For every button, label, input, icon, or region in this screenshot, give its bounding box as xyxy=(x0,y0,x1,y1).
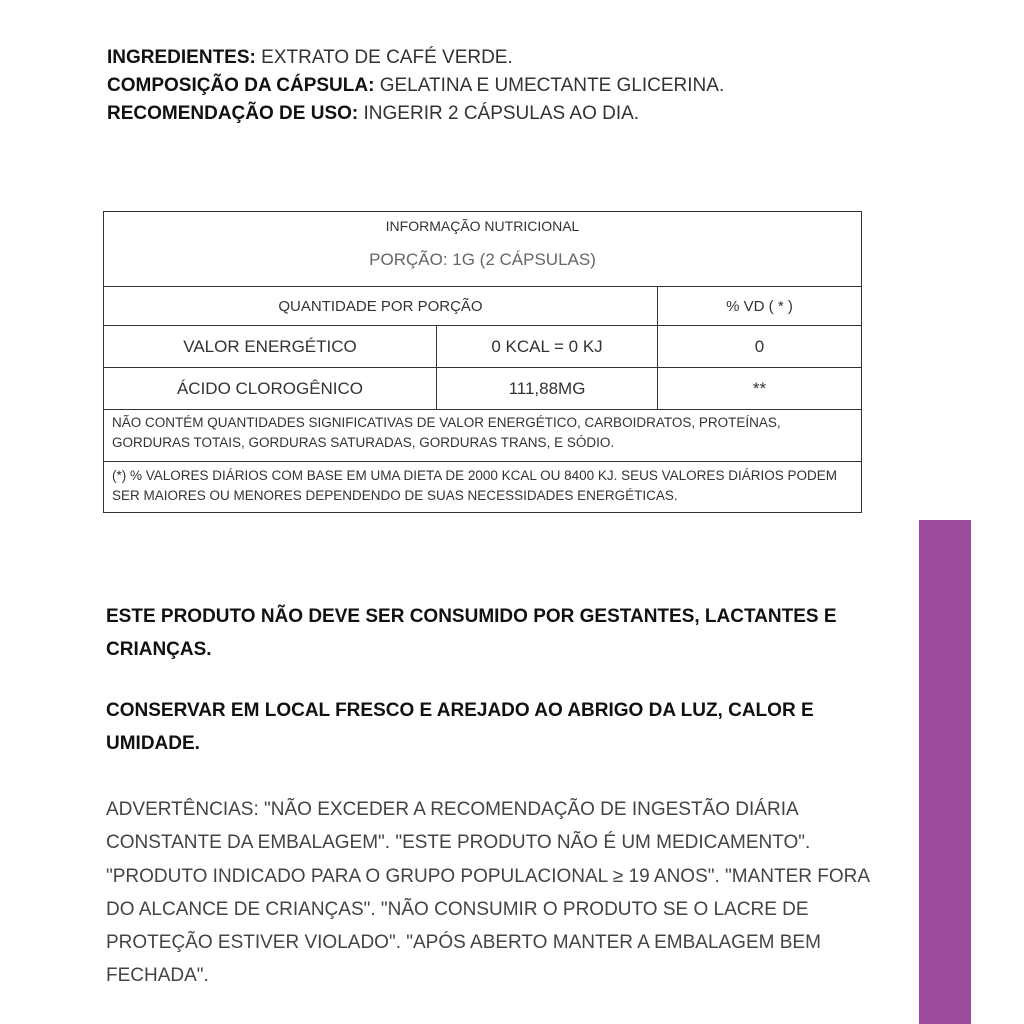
advertencias-paragraph: ADVERTÊNCIAS: "NÃO EXCEDER A RECOMENDAÇÃO DE INGESTÃO DIÁRIA CONSTANTE DA EMBALAGEM". "ESTE PRODUTO NÃO É UM MEDICAMENTO". "PRODUTO INDICADO PARA O GRUPO POPULACIONAL ≥ 19 ANOS". "MANTER FORA DO ALCANCE DE CRIANÇAS". "NÃO CONSUMIR O PRODUTO SE O LACRE DE PROTEÇÃO ESTIVER VIOLADO". "APÓS ABERTO MANTER A EMBALAGEM BEM FECHADA". xyxy=(106,799,870,987)
col-quantity-header: QUANTIDADE POR PORÇÃO xyxy=(104,287,658,326)
nutrient-vd: 0 xyxy=(658,326,862,368)
nutrition-facts-table xyxy=(103,211,862,513)
ingredients-label: INGREDIENTES: xyxy=(107,47,256,68)
nutrition-note-row xyxy=(104,410,862,462)
nutrient-amount: 111,88MG xyxy=(437,368,658,410)
nutrition-footnote-row xyxy=(104,462,862,513)
nutrition-note-insignificant: NÃO CONTÉM QUANTIDADES SIGNIFICATIVAS DE VALOR ENERGÉTICO, CARBOIDRATOS, PROTEÍNAS, GORDURAS TOTAIS, GORDURAS SATURADAS, GORDURAS TRANS, E SÓDIO. xyxy=(104,410,862,462)
ingredients-value: EXTRATO DE CAFÉ VERDE. xyxy=(261,47,513,68)
usage-recommendation-value: INGERIR 2 CÁPSULAS AO DIA. xyxy=(363,103,640,124)
nutrient-name: ÁCIDO CLOROGÊNICO xyxy=(104,368,437,410)
nutrition-title: INFORMAÇÃO NUTRICIONAL xyxy=(385,218,580,234)
col-vd-header: % VD ( * ) xyxy=(658,287,862,326)
capsule-composition-value: GELATINA E UMECTANTE GLICERINA. xyxy=(379,75,725,96)
capsule-composition-line xyxy=(107,72,907,100)
nutrient-vd: ** xyxy=(658,368,862,410)
nutrition-footnote-daily-values: (*) % VALORES DIÁRIOS COM BASE EM UMA DIETA DE 2000 KCAL OU 8400 KJ. SEUS VALORES DIÁRIOS PODEM SER MAIORES OU MENORES DEPENDENDO DE SUAS NECESSIDADES ENERGÉTICAS. xyxy=(104,462,862,513)
table-row xyxy=(104,368,862,410)
pregnancy-warning: ESTE PRODUTO NÃO DEVE SER CONSUMIDO POR GESTANTES, LACTANTES E CRIANÇAS. xyxy=(106,606,837,660)
nutrition-header-row xyxy=(104,287,862,326)
usage-recommendation-line xyxy=(107,100,907,128)
ingredients-line xyxy=(107,44,907,72)
accent-side-bar xyxy=(919,520,971,1024)
ingredients-block xyxy=(107,44,907,128)
nutrient-amount: 0 KCAL = 0 KJ xyxy=(437,326,658,368)
capsule-composition-label: COMPOSIÇÃO DA CÁPSULA: xyxy=(107,75,375,96)
table-row xyxy=(104,326,862,368)
usage-recommendation-label: RECOMENDAÇÃO DE USO: xyxy=(107,103,359,124)
storage-instructions: CONSERVAR EM LOCAL FRESCO E AREJADO AO ABRIGO DA LUZ, CALOR E UMIDADE. xyxy=(106,700,814,754)
nutrition-title-row xyxy=(104,212,862,287)
nutrition-portion: PORÇÃO: 1G (2 CÁPSULAS) xyxy=(369,250,596,269)
nutrient-name: VALOR ENERGÉTICO xyxy=(104,326,437,368)
